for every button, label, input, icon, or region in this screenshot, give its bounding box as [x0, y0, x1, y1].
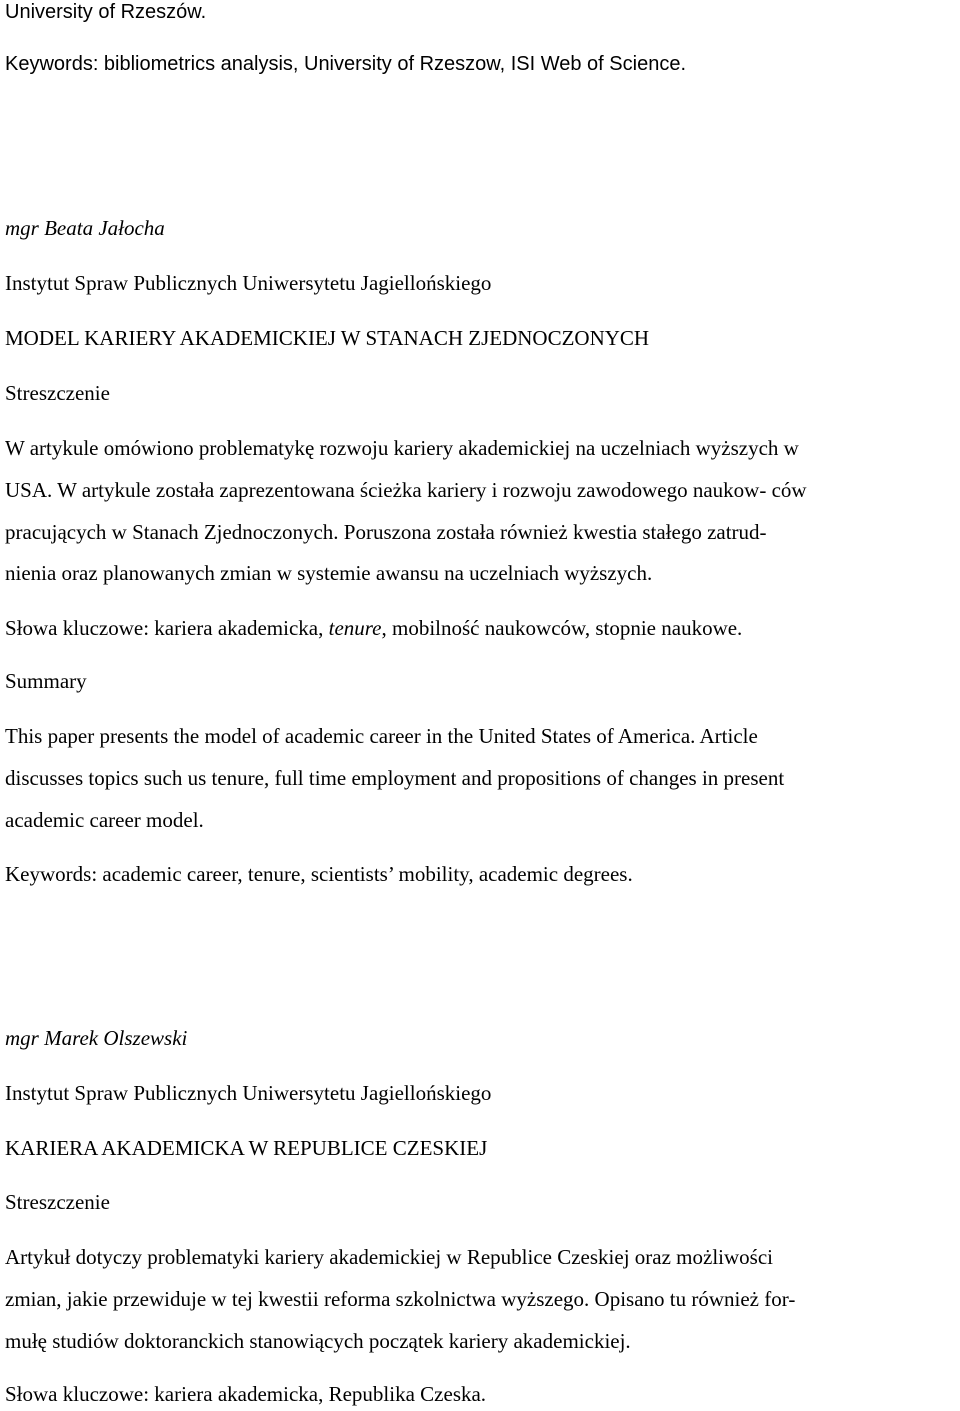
article-title: KARIERA AKADEMICKA W REPUBLICE CZESKIEJ [5, 1136, 488, 1160]
author-name: mgr Beata Jałocha [5, 216, 165, 240]
summary-line: academic career model. [5, 808, 204, 832]
keywords-pl: Słowa kluczowe: kariera akademicka, Republika Czeska. [5, 1382, 487, 1406]
keywords-italic-term: tenure [328, 616, 382, 640]
keywords-prefix: Słowa kluczowe: kariera akademicka, [5, 616, 329, 640]
keywords-pl [5, 614, 742, 642]
author-name: mgr Marek Olszewski [5, 1026, 188, 1050]
abstract-heading: Streszczenie [5, 381, 110, 405]
keywords-suffix: , mobilność naukowców, stopnie naukowe. [381, 616, 743, 640]
article-title: MODEL KARIERY AKADEMICKIEJ W STANACH ZJEDNOCZONYCH [5, 326, 650, 350]
abstract-line: USA. W artykule została zaprezentowana ścieżka kariery i rozwoju zawodowego naukow- ców [5, 478, 807, 502]
summary-line: This paper presents the model of academic career in the United States of America. Article [5, 724, 758, 748]
abstract-line: Artykuł dotyczy problematyki kariery akademickiej w Republice Czeskiej oraz możliwości [5, 1245, 773, 1269]
abstract-heading: Streszczenie [5, 1190, 110, 1214]
summary-heading: Summary [5, 669, 87, 693]
abstract-line: nienia oraz planowanych zmian w systemie awansu na uczelniach wyższych. [5, 561, 653, 585]
affiliation-line: University of Rzeszów. [5, 1, 207, 23]
keywords-en: Keywords: academic career, tenure, scientists’ mobility, academic degrees. [5, 862, 633, 886]
institution: Instytut Spraw Publicznych Uniwersytetu Jagiellońskiego [5, 1081, 492, 1105]
abstract-line: W artykule omówiono problematykę rozwoju kariery akademickiej na uczelniach wyższych w [5, 436, 799, 460]
abstract-line: zmian, jakie przewiduje w tej kwestii reforma szkolnictwa wyższego. Opisano tu również for- [5, 1287, 796, 1311]
abstract-line: mułę studiów doktoranckich stanowiących początek kariery akademickiej. [5, 1329, 631, 1353]
keywords-line: Keywords: bibliometrics analysis, University of Rzeszow, ISI Web of Science. [5, 53, 686, 75]
institution: Instytut Spraw Publicznych Uniwersytetu Jagiellońskiego [5, 271, 492, 295]
summary-line: discusses topics such us tenure, full time employment and propositions of changes in present [5, 766, 785, 790]
abstract-line: pracujących w Stanach Zjednoczonych. Poruszona została również kwestia stałego zatrud- [5, 520, 767, 544]
